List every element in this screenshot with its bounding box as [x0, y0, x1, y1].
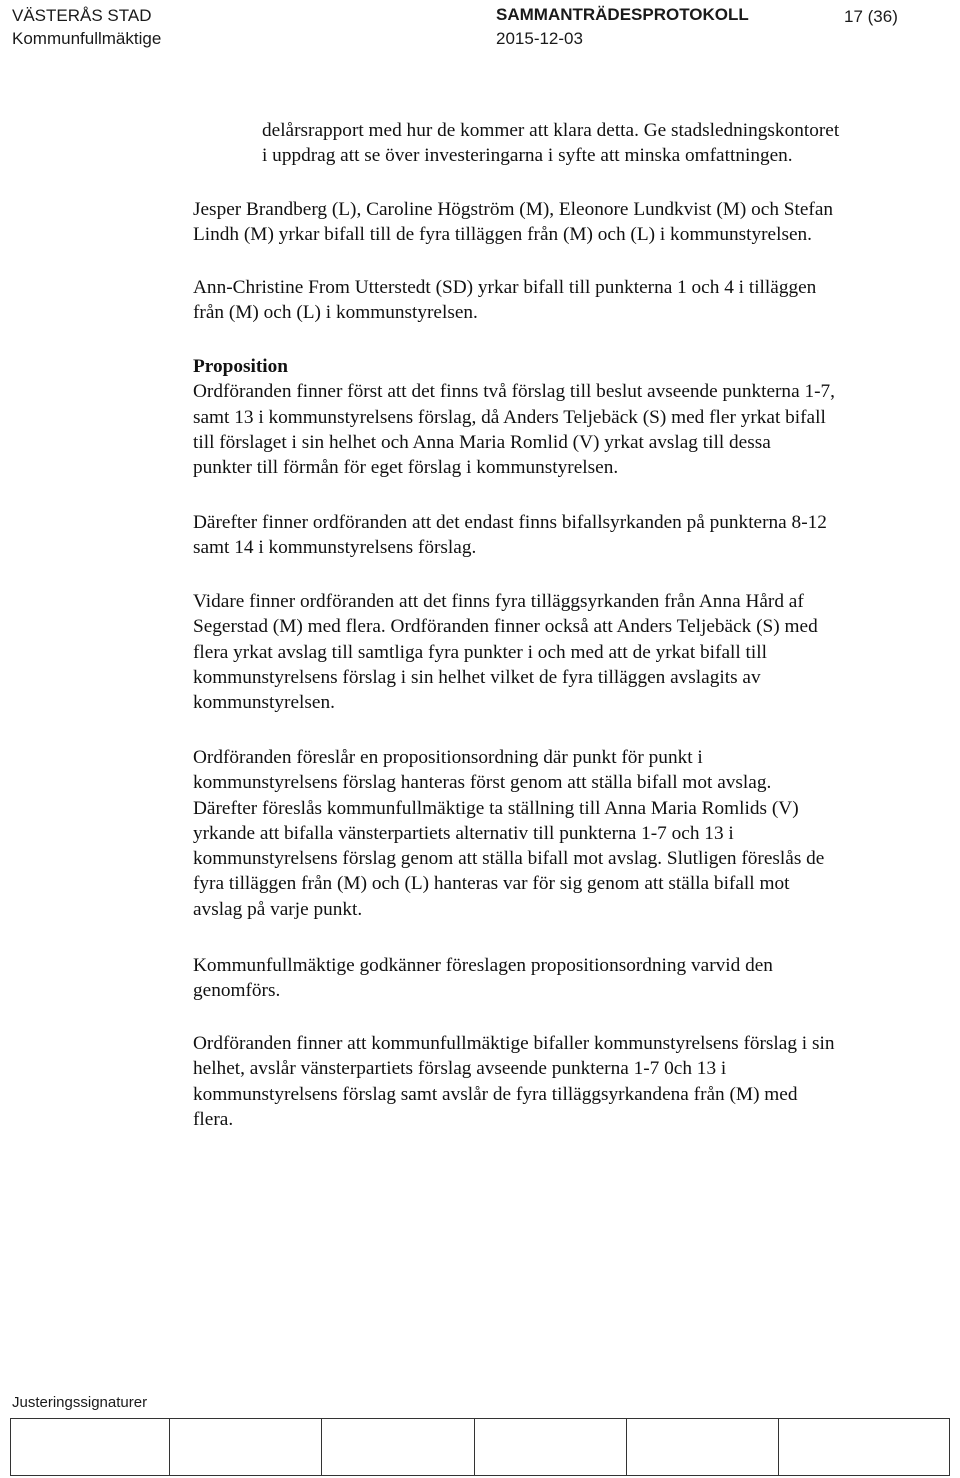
text-line: flera yrkat avslag till samtliga fyra punkter i och med att de yrkat bifall till: [193, 641, 767, 663]
text-line: kommunstyrelsens förslag samt avslår de fyra tilläggsyrkandena från (M) med: [193, 1083, 798, 1105]
paragraph-brandberg: [193, 197, 953, 248]
text-line: till förslaget i sin helhet och Anna Maria Romlid (V) yrkat avslag till dessa: [193, 431, 771, 453]
text-line: Ordföranden finner att kommunfullmäktige bifaller kommunstyrelsens förslag i sin: [193, 1033, 835, 1054]
text-line: yrkande att bifalla vänsterpartiets alternativ till punkterna 1-7 och 13 i: [193, 822, 734, 844]
text-line: Därefter finner ordföranden att det endast finns bifallsyrkanden på punkterna 8-12: [193, 512, 827, 533]
proposition-section: [193, 354, 953, 480]
continuation-block: [262, 118, 952, 169]
text-line: genomförs.: [193, 980, 281, 1002]
header-doc-type: SAMMANTRÄDESPROTOKOLL: [496, 5, 749, 24]
paragraph-bifaller: [193, 1031, 953, 1132]
signature-box: [474, 1418, 627, 1476]
text-line: kommunstyrelsens förslag i sin helhet vilket de fyra tilläggen avslagits av: [193, 666, 761, 688]
paragraph-from-utterstedt: [193, 275, 953, 326]
signature-box: [321, 1418, 475, 1476]
text-line: Ordföranden föreslår en propositionsordning där punkt för punkt i: [193, 747, 703, 768]
text-line: Lindh (M) yrkar bifall till de fyra tilläggen från (M) och (L) i kommunstyrelsen.: [193, 224, 812, 246]
header-body-name: Kommunfullmäktige: [12, 29, 162, 48]
signature-box: [10, 1418, 170, 1476]
section-heading-proposition: Proposition: [193, 356, 288, 377]
header-page-number: 17 (36): [844, 7, 898, 26]
text-line: Kommunfullmäktige godkänner föreslagen propositionsordning varvid den: [193, 955, 773, 976]
text-line: Ordföranden finner först att det finns två förslag till beslut avseende punkterna 1-7,: [193, 381, 835, 403]
text-line: kommunstyrelsen.: [193, 692, 335, 714]
signature-box: [169, 1418, 322, 1476]
text-line: Vidare finner ordföranden att det finns fyra tilläggsyrkanden från Anna Hård af: [193, 591, 804, 612]
text-line: punkter till förmån för eget förslag i kommunstyrelsen.: [193, 457, 619, 479]
text-line: delårsrapport med hur de kommer att klara detta. Ge stadsledningskontoret: [262, 120, 840, 141]
paragraph-godkanner: [193, 953, 953, 1004]
paragraph-propositionsordning: [193, 745, 953, 922]
paragraph-vidare: [193, 589, 953, 715]
text-line: från (M) och (L) i kommunstyrelsen.: [193, 302, 478, 324]
signature-box: [626, 1418, 779, 1476]
text-line: avslag på varje punkt.: [193, 898, 363, 920]
text-line: Jesper Brandberg (L), Caroline Högström (M), Eleonore Lundkvist (M) och Stefan: [193, 199, 834, 220]
paragraph-darefter: [193, 510, 953, 561]
text-line: Segerstad (M) med flera. Ordföranden finner också att Anders Teljebäck (S) med: [193, 616, 818, 638]
text-line: Därefter föreslås kommunfullmäktige ta ställning till Anna Maria Romlids (V): [193, 797, 799, 819]
text-line: samt 14 i kommunstyrelsens förslag.: [193, 537, 477, 559]
text-line: helhet, avslår vänsterpartiets förslag avseende punkterna 1-7 0ch 13 i: [193, 1058, 727, 1080]
header-date: 2015-12-03: [496, 29, 583, 48]
text-line: kommunstyrelsens förslag genom att ställa bifall mot avslag. Slutligen föreslås de: [193, 848, 825, 870]
text-line: kommunstyrelsens förslag hanteras först genom att ställa bifall mot avslag.: [193, 772, 772, 794]
text-line: flera.: [193, 1108, 234, 1130]
header-org: VÄSTERÅS STAD: [12, 6, 152, 25]
text-line: fyra tilläggen från (M) och (L) hanteras var för sig genom att ställa bifall mot: [193, 873, 790, 895]
text-line: i uppdrag att se över investeringarna i syfte att minska omfattningen.: [262, 145, 793, 167]
signatures-label: Justeringssignaturer: [12, 1394, 148, 1411]
text-line: Ann-Christine From Utterstedt (SD) yrkar bifall till punkterna 1 och 4 i tilläggen: [193, 277, 817, 298]
signature-box: [778, 1418, 950, 1476]
text-line: samt 13 i kommunstyrelsens förslag, då Anders Teljebäck (S) med fler yrkat bifall: [193, 406, 826, 428]
